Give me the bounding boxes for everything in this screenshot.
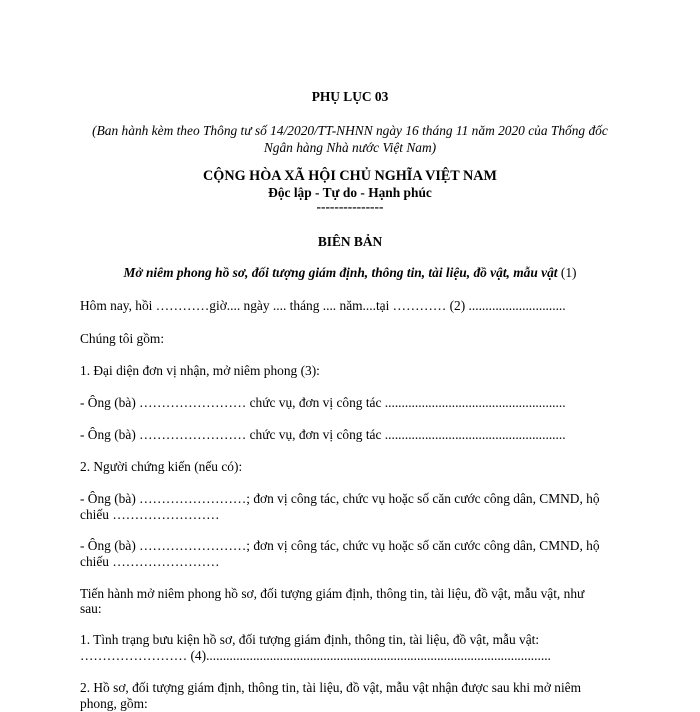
item1-line-b: …………………… (4)....................................................................................................... (80, 648, 551, 663)
item1-line-a: 1. Tình trạng bưu kiện hồ sơ, đối tượng giám định, thông tin, tài liệu, đồ vật, mẫu vật: (80, 632, 540, 647)
country-name: CỘNG HÒA XÃ HỘI CHỦ NGHĨA VIỆT NAM (203, 168, 497, 184)
proceed-line-b: sau: (80, 601, 102, 616)
subtitle-text: Mở niêm phong hồ sơ, đối tượng giám định, thông tin, tài liệu, đồ vật, mẫu vật (123, 265, 558, 280)
document-title: BIÊN BẢN (317, 234, 383, 249)
participants-intro: Chúng tôi gồm: (80, 331, 165, 346)
section2-heading: 2. Người chứng kiến (nếu có): (80, 459, 243, 474)
item2-line-a: 2. Hồ sơ, đối tượng giám định, thông tin, tài liệu, đồ vật, mẫu vật nhận được sau khi mở niêm (80, 680, 582, 695)
section1-person-line: - Ông (bà) …………………… chức vụ, đơn vị công tác ...................................................... (80, 427, 566, 442)
section1-person-line: - Ông (bà) …………………… chức vụ, đơn vị công tác ...................................................... (80, 395, 566, 410)
proceed-line-a: Tiến hành mở niêm phong hồ sơ, đối tượng giám định, thông tin, tài liệu, đồ vật, mẫu vật, như (80, 586, 585, 601)
appendix-title: PHỤ LỤC 03 (311, 89, 389, 104)
witness-line-1b: chiếu …………………… (80, 507, 220, 522)
section1-heading: 1. Đại diện đơn vị nhận, mở niêm phong (3): (80, 363, 320, 378)
date-location-line: Hôm nay, hồi …………giờ.... ngày .... tháng .... năm....tại ………… (2) ............................. (80, 298, 566, 313)
witness-line-2b: chiếu …………………… (80, 554, 220, 569)
witness-line-2a: - Ông (bà) ……………………; đơn vị công tác, chức vụ hoặc số căn cước công dân, CMND, hộ (80, 538, 600, 553)
national-motto: Độc lập - Tự do - Hạnh phúc (268, 185, 432, 200)
motto-separator: --------------- (316, 199, 384, 214)
document-subtitle (80, 264, 620, 281)
issued-note: (Ban hành kèm theo Thông tư số 14/2020/TT-NHNN ngày 16 tháng 11 năm 2020 của Thống đốc Ngân hàng Nhà nước Việt Nam) (92, 123, 608, 155)
item2-line-b: phong, gồm: (80, 696, 148, 711)
witness-line-1a: - Ông (bà) ……………………; đơn vị công tác, chức vụ hoặc số căn cước công dân, CMND, hộ (80, 491, 600, 506)
subtitle-note: (1) (557, 265, 577, 280)
